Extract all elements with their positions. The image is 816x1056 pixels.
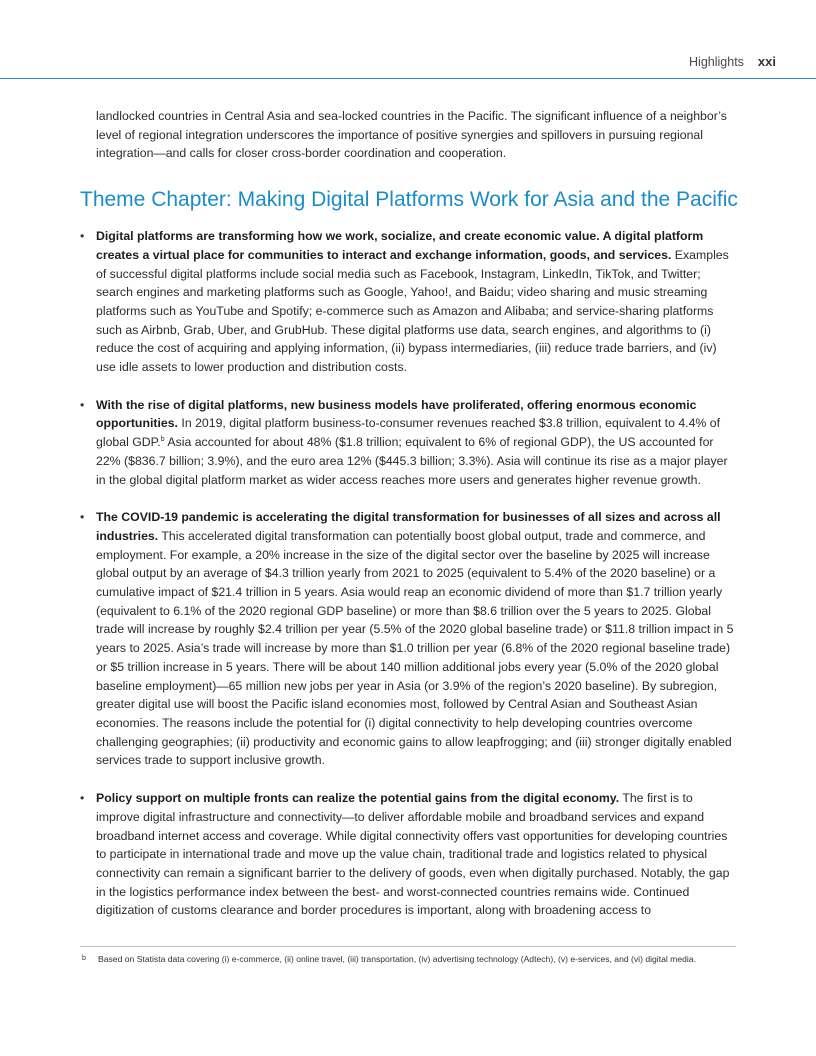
page-number: xxi	[757, 54, 776, 69]
highlights-list	[96, 227, 738, 920]
footnote-marker: b	[82, 955, 86, 962]
footnote-reference[interactable]: b	[160, 436, 165, 444]
running-header	[689, 54, 776, 69]
intro-paragraph: landlocked countries in Central Asia and sea-locked countries in the Pacific. The significant influence of a neighbor’s level of regional integration underscores the importance of positive synergies and spillovers in pursuing regional integration—and calls for closer cross-border coordination and cooperation.	[96, 109, 727, 161]
list-item	[96, 396, 738, 490]
bullet-lead: With the rise of digital platforms, new business models have proliferated, offering enormous economic opportunities.	[96, 397, 697, 431]
list-item	[96, 508, 738, 770]
bullet-body: The first is to improve digital infrastructure and connectivity—to deliver affordable mobile and broadband services and expand broadband internet access and coverage. While digital connectivity offers vast opportunities for developing countries to participate in international trade and move up the value chain, traditional trade and logistics related to physical connectivity can remain a significant barrier to the delivery of goods, even when digitally purchased. Notably, the gap in the logistics performance index between the best- and worst-connected countries remains wide. Continued digitization of customs clearance and border procedures is important, along with broadening access to	[96, 791, 730, 918]
bullet-lead: Policy support on multiple fronts can realize the potential gains from the digital economy.	[96, 791, 620, 806]
bullet-body: Examples of successful digital platforms include social media such as Facebook, Instagram, LinkedIn, TikTok, and Twitter; search engines and marketing platforms such as Google, Yahoo!, and Baidu; video sharing and music streaming platforms such as YouTube and Spotify; e-commerce such as Amazon and Alibaba; and service-sharing platforms such as Airbnb, Grab, Uber, and GrubHub. These digital platforms use data, search engines, and algorithms to (i) reduce the cost of acquiring and applying information, (ii) bypass intermediaries, (iii) reduce trade barriers, and (iv) use idle assets to lower production and distribution costs.	[96, 247, 729, 375]
section-name: Highlights	[689, 55, 744, 69]
header-divider	[0, 78, 816, 79]
main-content	[80, 107, 738, 939]
list-item	[96, 789, 738, 920]
footnote-divider	[80, 946, 736, 947]
bullet-body-continued: Asia accounted for about 48% ($1.8 trillion; equivalent to 6% of regional GDP), the US accounted for 22% ($836.7 billion; 3.9%), and the euro area 12% ($445.3 billion; 3.3%). Asia will continue its rise as a major player in the global digital platform market as wider access reaches more users and generates higher revenue growth.	[96, 435, 728, 487]
theme-chapter-heading: Theme Chapter: Making Digital Platforms Work for Asia and the Pacific	[80, 188, 738, 212]
list-item	[96, 227, 738, 377]
bullet-lead: Digital platforms are transforming how we work, socialize, and create economic value. A digital platform creates a virtual place for communities to interact and exchange information, goods, and services.	[96, 229, 704, 262]
footnote-text: Based on Statista data covering (i) e-commerce, (ii) online travel, (iii) transportation, (iv) advertising technology (Adtech), (v) e-services, and (vi) digital media.	[98, 954, 696, 964]
bullet-body: This accelerated digital transformation can potentially boost global output, trade and commerce, and employment. For example, a 20% increase in the size of the digital sector over the baseline by 2025 will increase global output by an average of $4.3 trillion yearly from 2021 to 2025 (equivalent to 5.4% of the 2020 baseline) or a cumulative impact of $21.4 trillion in 5 years. Asia would reap an economic dividend of more than $1.7 trillion yearly (equivalent to 6.1% of the 2020 regional GDP baseline) or more than $8.6 trillion over the 5 years to 2025. Global trade will increase by roughly $2.4 trillion per year (5.5% of the 2020 global baseline trade) or $11.8 trillion impact in 5 years to 2025. Asia’s trade will increase by more than $1.0 trillion per year (6.8% of the 2020 regional baseline trade) or $5 trillion increase in 5 years. There will be about 140 million additional jobs every year (5.0% of the 2020 global baseline employment)—65 million new jobs per year in Asia (or 3.9% of the region’s 2020 baseline). By subregion, greater digital use will boost the Pacific island economies most, followed by Central Asian and Southeast Asian economies. The reasons include the potential for (i) digital connectivity to help developing countries overcome challenging geographies; (ii) productivity and economic gains to allow leapfrogging; and (iii) stronger digitally enabled services trade to support inclusive growth.	[96, 528, 734, 768]
bullet-body: In 2019, digital platform business-to-consumer revenues reached $3.8 trillion, equivalent to 4.4% of global GDP.	[96, 416, 721, 450]
bullet-lead: The COVID-19 pandemic is accelerating the digital transformation for businesses of all sizes and across all industries.	[96, 510, 721, 543]
footnote	[82, 953, 722, 966]
